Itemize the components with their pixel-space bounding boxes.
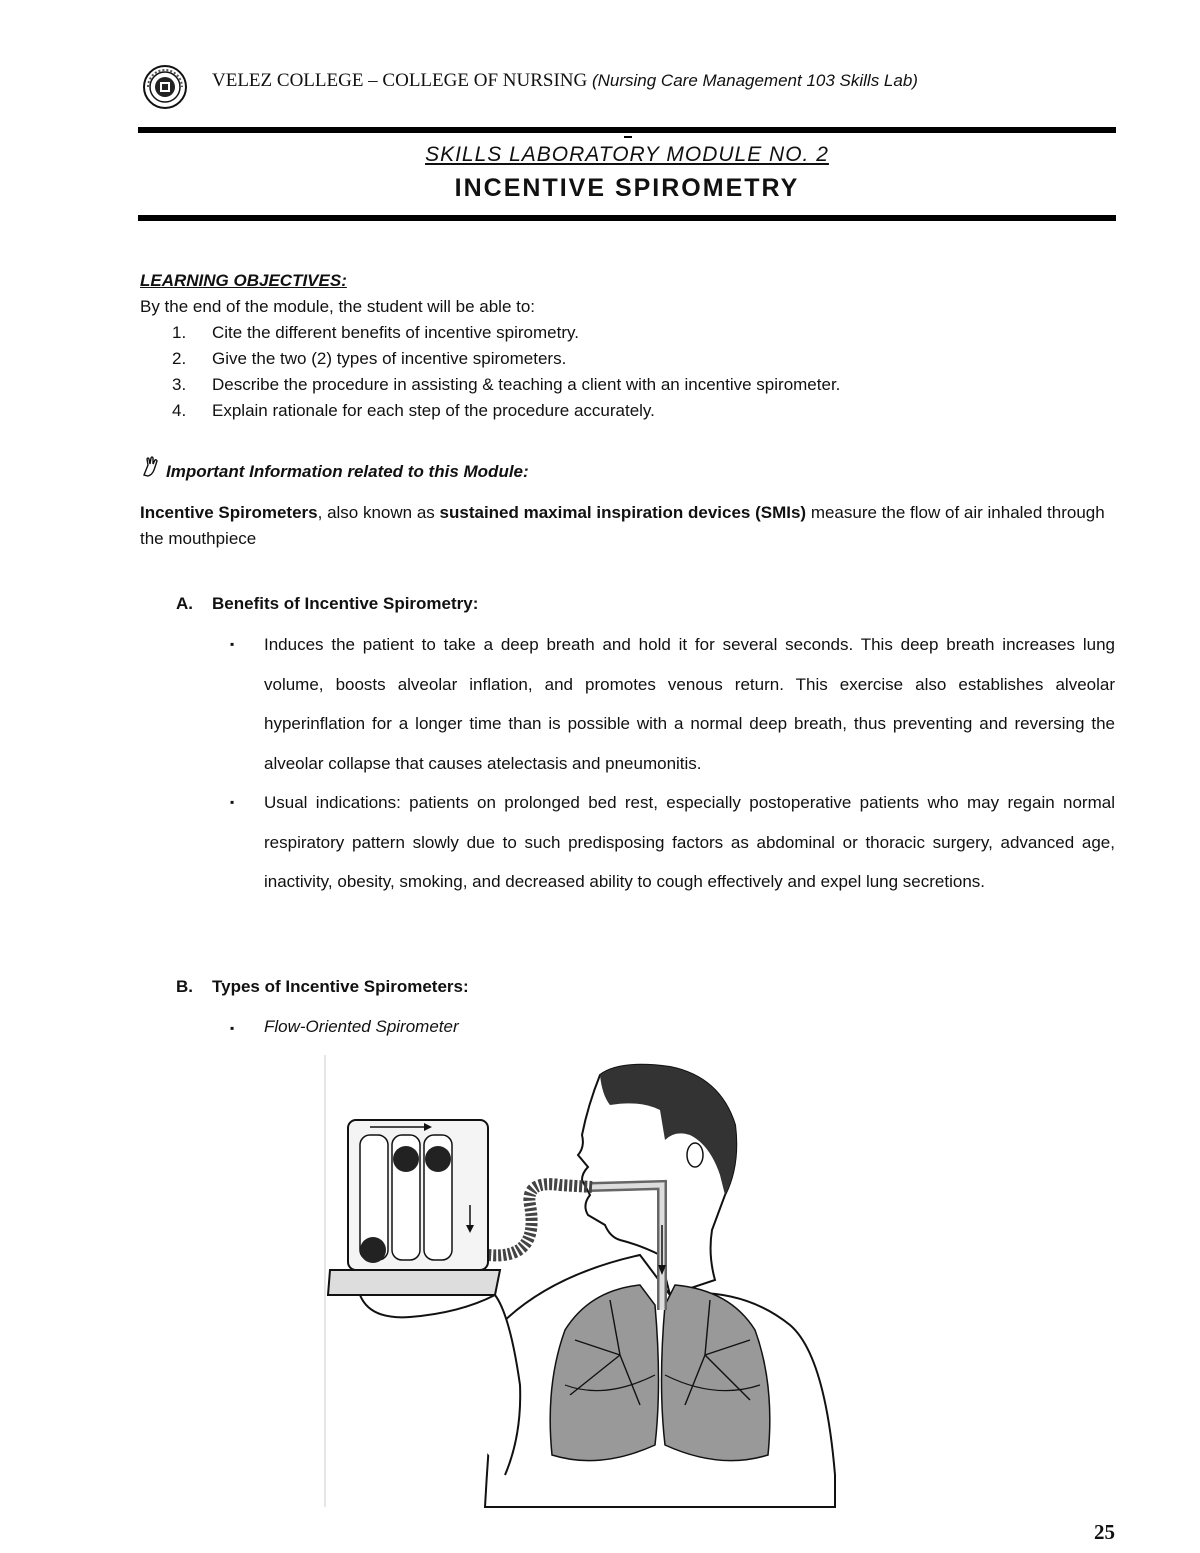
module-title: INCENTIVE SPIROMETRY: [454, 174, 800, 202]
header-title: [212, 70, 918, 92]
bullet-icon: ▪: [230, 795, 235, 809]
spirometer-illustration: [320, 1055, 840, 1515]
section-a-heading: A. Benefits of Incentive Spirometry:: [176, 594, 479, 613]
college-name: VELEZ COLLEGE – COLLEGE OF NURSING: [212, 70, 588, 91]
top-rule: [138, 127, 1116, 133]
objectives-intro: By the end of the module, the student will be able to:: [140, 297, 536, 316]
objective-item: 3. Describe the procedure in assisting & teaching a client with an incentive spirometer.: [172, 375, 841, 394]
module-number: SKILLS LABORATORY MODULE NO. 2: [425, 143, 829, 166]
objective-item: 4. Explain rationale for each step of the procedure accurately.: [172, 401, 655, 420]
spirometer-type-item: ▪ Flow-Oriented Spirometer: [228, 1014, 459, 1041]
writing-hand-icon: [140, 455, 166, 485]
intro-paragraph: Incentive Spirometers, also known as sustained maximal inspiration devices (SMIs) measure the flow of air inhaled through the mouthpiece: [140, 503, 1105, 548]
intro-term: Incentive Spirometers: [140, 503, 318, 522]
bullet-icon: ▪: [230, 1021, 235, 1035]
section-b-heading: B. Types of Incentive Spirometers:: [176, 977, 469, 996]
course-name: (Nursing Care Management 103 Skills Lab): [591, 71, 918, 90]
intro-term-smi: sustained maximal inspiration devices (SMIs): [439, 503, 807, 522]
benefit-item: ▪ Induces the patient to take a deep breath and hold it for several seconds. This deep breath increases lung volume, boosts alveolar inflation, and promotes venous return. This exercise also establishes alveolar hyperinflation for a longer time than is possible with a normal deep breath, thus preventing and reversing the alveolar collapse that causes atelectasis and pneumonitis.: [228, 625, 1115, 783]
important-info-heading: Important Information related to this Module:: [140, 455, 529, 485]
objectives-list: [172, 320, 840, 424]
page-number: 25: [1094, 1520, 1115, 1544]
bottom-rule: [138, 215, 1116, 221]
small-dash: [624, 136, 632, 138]
benefit-item: ▪ Usual indications: patients on prolonged bed rest, especially postoperative patients who may regain normal respiratory pattern slowly due to such predisposing factors as abdominal or thoracic surgery, advanced age, inactivity, obesity, smoking, and decreased ability to cough effectively and expel lung secretions.: [228, 783, 1115, 902]
college-seal-logo: [142, 64, 188, 115]
benefits-list: [228, 625, 1115, 902]
objectives-heading: LEARNING OBJECTIVES:: [140, 271, 347, 290]
objective-item: 2. Give the two (2) types of incentive spirometers.: [172, 349, 567, 368]
bullet-icon: ▪: [230, 637, 235, 651]
objective-item: 1. Cite the different benefits of incentive spirometry.: [172, 323, 579, 342]
